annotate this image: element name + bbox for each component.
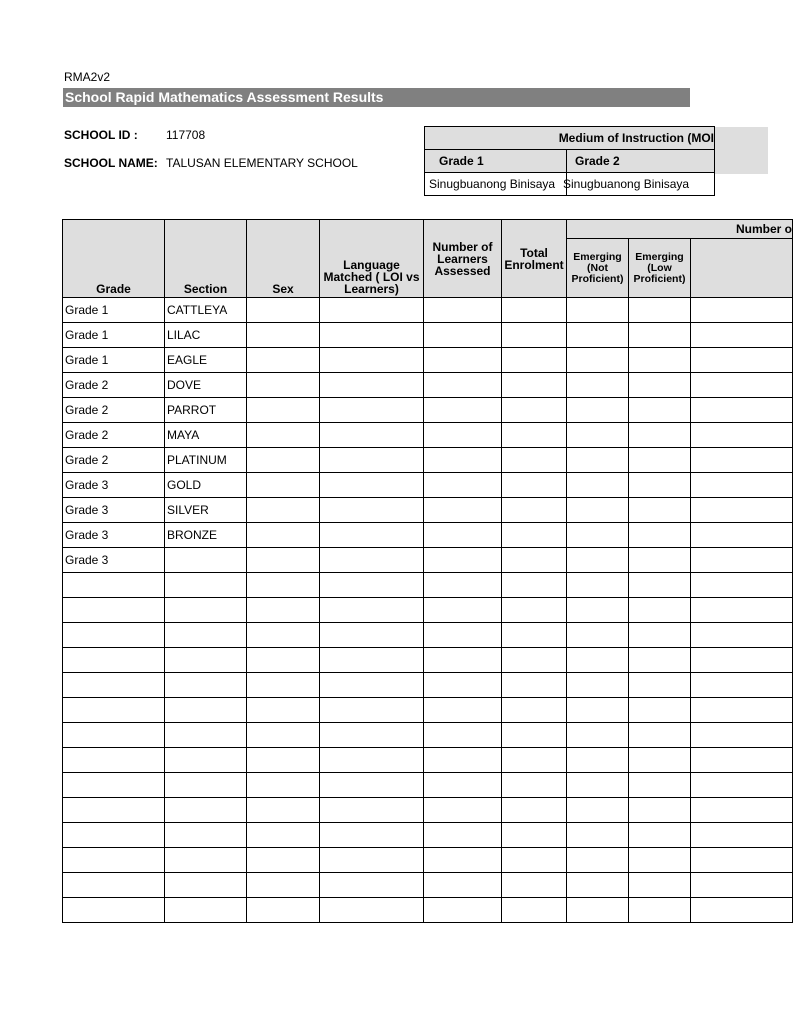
- emerging-low-proficient-cell[interactable]: [629, 598, 691, 623]
- section-cell[interactable]: EAGLE: [165, 348, 247, 373]
- language-matched-cell[interactable]: [320, 473, 424, 498]
- sex-cell[interactable]: [247, 323, 320, 348]
- overflow-cell[interactable]: [691, 798, 793, 823]
- sex-cell[interactable]: [247, 798, 320, 823]
- table-row: [63, 398, 793, 423]
- sex-cell[interactable]: [247, 548, 320, 573]
- learners-assessed-cell[interactable]: [424, 773, 502, 798]
- sex-cell[interactable]: [247, 573, 320, 598]
- total-enrolment-cell[interactable]: [502, 548, 567, 573]
- grade-cell[interactable]: Grade 3: [63, 548, 165, 573]
- overflow-cell[interactable]: [691, 573, 793, 598]
- learners-assessed-cell[interactable]: [424, 498, 502, 523]
- header-sex: Sex: [247, 220, 320, 298]
- table-row: [63, 548, 793, 573]
- table-row: [63, 573, 793, 598]
- emerging-low-proficient-cell[interactable]: [629, 698, 691, 723]
- section-cell[interactable]: [165, 773, 247, 798]
- learners-assessed-cell[interactable]: [424, 823, 502, 848]
- overflow-cell[interactable]: [691, 748, 793, 773]
- header-total-enrolment: Total Enrolment: [502, 220, 567, 298]
- emerging-not-proficient-cell[interactable]: [567, 398, 629, 423]
- total-enrolment-cell[interactable]: [502, 898, 567, 923]
- emerging-not-proficient-cell[interactable]: [567, 423, 629, 448]
- emerging-not-proficient-cell[interactable]: [567, 598, 629, 623]
- total-enrolment-cell[interactable]: [502, 398, 567, 423]
- grade-cell[interactable]: Grade 2: [63, 373, 165, 398]
- sex-cell[interactable]: [247, 473, 320, 498]
- language-matched-cell[interactable]: [320, 873, 424, 898]
- emerging-low-proficient-cell[interactable]: [629, 823, 691, 848]
- learners-assessed-cell[interactable]: [424, 348, 502, 373]
- sex-cell[interactable]: [247, 773, 320, 798]
- language-matched-cell[interactable]: [320, 323, 424, 348]
- sex-cell[interactable]: [247, 348, 320, 373]
- sex-cell[interactable]: [247, 673, 320, 698]
- total-enrolment-cell[interactable]: [502, 623, 567, 648]
- grade-cell[interactable]: Grade 3: [63, 473, 165, 498]
- moi-title: Medium of Instruction (MOI: [425, 127, 715, 150]
- sex-cell[interactable]: [247, 848, 320, 873]
- section-cell[interactable]: PLATINUM: [165, 448, 247, 473]
- language-matched-cell[interactable]: [320, 448, 424, 473]
- sex-cell[interactable]: [247, 523, 320, 548]
- emerging-low-proficient-cell[interactable]: [629, 898, 691, 923]
- learners-assessed-cell[interactable]: [424, 723, 502, 748]
- section-cell[interactable]: PARROT: [165, 398, 247, 423]
- header-number-of-group: Number o: [567, 220, 793, 239]
- school-id-value: 117708: [166, 128, 206, 142]
- table-row: [63, 648, 793, 673]
- emerging-not-proficient-cell[interactable]: [567, 498, 629, 523]
- school-name-label: SCHOOL NAME:: [64, 156, 158, 170]
- emerging-not-proficient-cell[interactable]: [567, 848, 629, 873]
- total-enrolment-cell[interactable]: [502, 648, 567, 673]
- overflow-cell[interactable]: [691, 498, 793, 523]
- grade-cell[interactable]: Grade 3: [63, 523, 165, 548]
- total-enrolment-cell[interactable]: [502, 598, 567, 623]
- table-row: [63, 323, 793, 348]
- grade-cell[interactable]: Grade 1: [63, 298, 165, 323]
- emerging-not-proficient-cell[interactable]: [567, 348, 629, 373]
- learners-assessed-cell[interactable]: [424, 848, 502, 873]
- section-cell[interactable]: [165, 723, 247, 748]
- language-matched-cell[interactable]: [320, 848, 424, 873]
- table-row: [63, 773, 793, 798]
- sex-cell[interactable]: [247, 498, 320, 523]
- emerging-not-proficient-cell[interactable]: [567, 673, 629, 698]
- grade-cell[interactable]: [63, 848, 165, 873]
- total-enrolment-cell[interactable]: [502, 523, 567, 548]
- table-row: [63, 698, 793, 723]
- header-emerging-not-proficient: Emerging (Not Proficient): [567, 239, 629, 298]
- overflow-cell[interactable]: [691, 873, 793, 898]
- learners-assessed-cell[interactable]: [424, 573, 502, 598]
- sex-cell[interactable]: [247, 298, 320, 323]
- table-row: [63, 748, 793, 773]
- language-matched-cell[interactable]: [320, 573, 424, 598]
- language-matched-cell[interactable]: [320, 798, 424, 823]
- sex-cell[interactable]: [247, 373, 320, 398]
- emerging-low-proficient-cell[interactable]: [629, 873, 691, 898]
- learners-assessed-cell[interactable]: [424, 623, 502, 648]
- total-enrolment-cell[interactable]: [502, 698, 567, 723]
- learners-assessed-cell[interactable]: [424, 898, 502, 923]
- total-enrolment-cell[interactable]: [502, 348, 567, 373]
- language-matched-cell[interactable]: [320, 748, 424, 773]
- moi-grade1-value[interactable]: Sinugbuanong Binisaya: [425, 173, 567, 196]
- language-matched-cell[interactable]: [320, 548, 424, 573]
- report-title: School Rapid Mathematics Assessment Results: [63, 88, 690, 107]
- overflow-cell[interactable]: [691, 473, 793, 498]
- grade-cell[interactable]: [63, 598, 165, 623]
- total-enrolment-cell[interactable]: [502, 723, 567, 748]
- emerging-not-proficient-cell[interactable]: [567, 548, 629, 573]
- school-id-label: SCHOOL ID :: [64, 128, 138, 142]
- table-row: [63, 373, 793, 398]
- results-rows: [63, 298, 793, 923]
- grade-cell[interactable]: [63, 623, 165, 648]
- total-enrolment-cell[interactable]: [502, 748, 567, 773]
- section-cell[interactable]: [165, 648, 247, 673]
- header-grade: Grade: [63, 220, 165, 298]
- learners-assessed-cell[interactable]: [424, 598, 502, 623]
- sex-cell[interactable]: [247, 623, 320, 648]
- grade-cell[interactable]: Grade 2: [63, 448, 165, 473]
- emerging-low-proficient-cell[interactable]: [629, 498, 691, 523]
- results-table: [62, 219, 793, 923]
- emerging-low-proficient-cell[interactable]: [629, 548, 691, 573]
- grade-cell[interactable]: [63, 898, 165, 923]
- grade-cell[interactable]: [63, 723, 165, 748]
- language-matched-cell[interactable]: [320, 423, 424, 448]
- language-matched-cell[interactable]: [320, 648, 424, 673]
- overflow-cell[interactable]: [691, 623, 793, 648]
- emerging-low-proficient-cell[interactable]: [629, 673, 691, 698]
- header-overflow-cell: [691, 239, 793, 298]
- header-learners-assessed: Number of Learners Assessed: [424, 220, 502, 298]
- emerging-low-proficient-cell[interactable]: [629, 398, 691, 423]
- emerging-not-proficient-cell[interactable]: [567, 298, 629, 323]
- language-matched-cell[interactable]: [320, 823, 424, 848]
- overflow-cell[interactable]: [691, 898, 793, 923]
- total-enrolment-cell[interactable]: [502, 823, 567, 848]
- moi-grade2-value[interactable]: Sinugbuanong Binisaya: [567, 173, 715, 196]
- learners-assessed-cell[interactable]: [424, 423, 502, 448]
- section-cell[interactable]: DOVE: [165, 373, 247, 398]
- grade-cell[interactable]: Grade 1: [63, 348, 165, 373]
- overflow-cell[interactable]: [691, 548, 793, 573]
- overflow-cell[interactable]: [691, 348, 793, 373]
- learners-assessed-cell[interactable]: [424, 873, 502, 898]
- emerging-low-proficient-cell[interactable]: [629, 773, 691, 798]
- learners-assessed-cell[interactable]: [424, 648, 502, 673]
- table-row: [63, 898, 793, 923]
- section-cell[interactable]: GOLD: [165, 473, 247, 498]
- emerging-not-proficient-cell[interactable]: [567, 898, 629, 923]
- total-enrolment-cell[interactable]: [502, 573, 567, 598]
- emerging-low-proficient-cell[interactable]: [629, 298, 691, 323]
- grade-cell[interactable]: [63, 798, 165, 823]
- header-section: Section: [165, 220, 247, 298]
- total-enrolment-cell[interactable]: [502, 323, 567, 348]
- emerging-low-proficient-cell[interactable]: [629, 723, 691, 748]
- learners-assessed-cell[interactable]: [424, 373, 502, 398]
- section-cell[interactable]: [165, 873, 247, 898]
- moi-table: [424, 126, 715, 196]
- language-matched-cell[interactable]: [320, 698, 424, 723]
- sex-cell[interactable]: [247, 723, 320, 748]
- grade-cell[interactable]: Grade 3: [63, 498, 165, 523]
- emerging-not-proficient-cell[interactable]: [567, 573, 629, 598]
- sex-cell[interactable]: [247, 448, 320, 473]
- total-enrolment-cell[interactable]: [502, 448, 567, 473]
- table-row: [63, 673, 793, 698]
- overflow-cell[interactable]: [691, 823, 793, 848]
- moi-grade2-label: Grade 2: [567, 150, 715, 173]
- moi-table-container: [424, 126, 715, 202]
- table-row: [63, 798, 793, 823]
- section-cell[interactable]: [165, 848, 247, 873]
- overflow-cell[interactable]: [691, 598, 793, 623]
- grade-cell[interactable]: [63, 673, 165, 698]
- grade-cell[interactable]: [63, 748, 165, 773]
- section-cell[interactable]: BRONZE: [165, 523, 247, 548]
- emerging-low-proficient-cell[interactable]: [629, 623, 691, 648]
- learners-assessed-cell[interactable]: [424, 323, 502, 348]
- total-enrolment-cell[interactable]: [502, 798, 567, 823]
- sex-cell[interactable]: [247, 748, 320, 773]
- table-row: [63, 523, 793, 548]
- learners-assessed-cell[interactable]: [424, 698, 502, 723]
- emerging-low-proficient-cell[interactable]: [629, 473, 691, 498]
- section-cell[interactable]: [165, 598, 247, 623]
- total-enrolment-cell[interactable]: [502, 473, 567, 498]
- section-cell[interactable]: CATTLEYA: [165, 298, 247, 323]
- overflow-cell[interactable]: [691, 448, 793, 473]
- emerging-low-proficient-cell[interactable]: [629, 748, 691, 773]
- results-table-container: [62, 219, 792, 934]
- total-enrolment-cell[interactable]: [502, 673, 567, 698]
- overflow-cell[interactable]: [691, 323, 793, 348]
- section-cell[interactable]: [165, 748, 247, 773]
- language-matched-cell[interactable]: [320, 298, 424, 323]
- sex-cell[interactable]: [247, 648, 320, 673]
- total-enrolment-cell[interactable]: [502, 498, 567, 523]
- emerging-not-proficient-cell[interactable]: [567, 473, 629, 498]
- emerging-low-proficient-cell[interactable]: [629, 323, 691, 348]
- emerging-low-proficient-cell[interactable]: [629, 423, 691, 448]
- learners-assessed-cell[interactable]: [424, 473, 502, 498]
- section-cell[interactable]: [165, 898, 247, 923]
- emerging-not-proficient-cell[interactable]: [567, 773, 629, 798]
- grade-cell[interactable]: [63, 573, 165, 598]
- table-row: [63, 448, 793, 473]
- grade-cell[interactable]: [63, 773, 165, 798]
- emerging-not-proficient-cell[interactable]: [567, 798, 629, 823]
- emerging-not-proficient-cell[interactable]: [567, 723, 629, 748]
- language-matched-cell[interactable]: [320, 898, 424, 923]
- table-row: [63, 473, 793, 498]
- learners-assessed-cell[interactable]: [424, 523, 502, 548]
- table-row: [63, 498, 793, 523]
- emerging-not-proficient-cell[interactable]: [567, 823, 629, 848]
- emerging-low-proficient-cell[interactable]: [629, 848, 691, 873]
- sex-cell[interactable]: [247, 873, 320, 898]
- form-code: RMA2v2: [64, 70, 111, 84]
- section-cell[interactable]: [165, 623, 247, 648]
- sex-cell[interactable]: [247, 823, 320, 848]
- language-matched-cell[interactable]: [320, 623, 424, 648]
- learners-assessed-cell[interactable]: [424, 398, 502, 423]
- emerging-not-proficient-cell[interactable]: [567, 448, 629, 473]
- section-cell[interactable]: [165, 823, 247, 848]
- learners-assessed-cell[interactable]: [424, 298, 502, 323]
- table-row: [63, 348, 793, 373]
- learners-assessed-cell[interactable]: [424, 798, 502, 823]
- overflow-cell[interactable]: [691, 373, 793, 398]
- table-row: [63, 848, 793, 873]
- language-matched-cell[interactable]: [320, 598, 424, 623]
- total-enrolment-cell[interactable]: [502, 873, 567, 898]
- total-enrolment-cell[interactable]: [502, 373, 567, 398]
- language-matched-cell[interactable]: [320, 398, 424, 423]
- grade-cell[interactable]: [63, 873, 165, 898]
- section-cell[interactable]: SILVER: [165, 498, 247, 523]
- emerging-not-proficient-cell[interactable]: [567, 698, 629, 723]
- table-row: [63, 598, 793, 623]
- overflow-cell[interactable]: [691, 673, 793, 698]
- overflow-cell[interactable]: [691, 298, 793, 323]
- total-enrolment-cell[interactable]: [502, 773, 567, 798]
- table-row: [63, 623, 793, 648]
- overflow-cell[interactable]: [691, 523, 793, 548]
- total-enrolment-cell[interactable]: [502, 848, 567, 873]
- emerging-not-proficient-cell[interactable]: [567, 648, 629, 673]
- language-matched-cell[interactable]: [320, 673, 424, 698]
- sex-cell[interactable]: [247, 398, 320, 423]
- language-matched-cell[interactable]: [320, 773, 424, 798]
- section-cell[interactable]: MAYA: [165, 423, 247, 448]
- school-name-value: TALUSAN ELEMENTARY SCHOOL: [166, 156, 358, 170]
- overflow-cell[interactable]: [691, 773, 793, 798]
- overflow-cell[interactable]: [691, 423, 793, 448]
- section-cell[interactable]: [165, 673, 247, 698]
- emerging-not-proficient-cell[interactable]: [567, 523, 629, 548]
- emerging-not-proficient-cell[interactable]: [567, 748, 629, 773]
- grade-cell[interactable]: [63, 823, 165, 848]
- emerging-low-proficient-cell[interactable]: [629, 648, 691, 673]
- learners-assessed-cell[interactable]: [424, 748, 502, 773]
- total-enrolment-cell[interactable]: [502, 423, 567, 448]
- emerging-low-proficient-cell[interactable]: [629, 798, 691, 823]
- emerging-low-proficient-cell[interactable]: [629, 523, 691, 548]
- emerging-low-proficient-cell[interactable]: [629, 348, 691, 373]
- moi-grade1-label: Grade 1: [425, 150, 567, 173]
- learners-assessed-cell[interactable]: [424, 673, 502, 698]
- grade-cell[interactable]: [63, 648, 165, 673]
- grade-cell[interactable]: Grade 2: [63, 423, 165, 448]
- emerging-low-proficient-cell[interactable]: [629, 448, 691, 473]
- table-row: [63, 423, 793, 448]
- section-cell[interactable]: [165, 698, 247, 723]
- emerging-not-proficient-cell[interactable]: [567, 623, 629, 648]
- table-row: [63, 823, 793, 848]
- table-row: [63, 723, 793, 748]
- language-matched-cell[interactable]: [320, 373, 424, 398]
- learners-assessed-cell[interactable]: [424, 448, 502, 473]
- header-language-matched: Language Matched ( LOI vs Learners): [320, 220, 424, 298]
- emerging-low-proficient-cell[interactable]: [629, 373, 691, 398]
- grade-cell[interactable]: Grade 2: [63, 398, 165, 423]
- section-cell[interactable]: [165, 548, 247, 573]
- section-cell[interactable]: [165, 798, 247, 823]
- emerging-not-proficient-cell[interactable]: [567, 323, 629, 348]
- grade-cell[interactable]: [63, 698, 165, 723]
- language-matched-cell[interactable]: [320, 498, 424, 523]
- language-matched-cell[interactable]: [320, 723, 424, 748]
- header-emerging-low-proficient: Emerging (Low Proficient): [629, 239, 691, 298]
- total-enrolment-cell[interactable]: [502, 298, 567, 323]
- table-row: [63, 298, 793, 323]
- learners-assessed-cell[interactable]: [424, 548, 502, 573]
- overflow-cell[interactable]: [691, 848, 793, 873]
- grade-cell[interactable]: Grade 1: [63, 323, 165, 348]
- language-matched-cell[interactable]: [320, 348, 424, 373]
- overflow-cell[interactable]: [691, 698, 793, 723]
- sex-cell[interactable]: [247, 598, 320, 623]
- overflow-cell[interactable]: [691, 723, 793, 748]
- overflow-cell[interactable]: [691, 648, 793, 673]
- language-matched-cell[interactable]: [320, 523, 424, 548]
- sex-cell[interactable]: [247, 698, 320, 723]
- emerging-not-proficient-cell[interactable]: [567, 873, 629, 898]
- emerging-low-proficient-cell[interactable]: [629, 573, 691, 598]
- table-row: [63, 873, 793, 898]
- section-cell[interactable]: [165, 573, 247, 598]
- sex-cell[interactable]: [247, 423, 320, 448]
- emerging-not-proficient-cell[interactable]: [567, 373, 629, 398]
- section-cell[interactable]: LILAC: [165, 323, 247, 348]
- sex-cell[interactable]: [247, 898, 320, 923]
- overflow-cell[interactable]: [691, 398, 793, 423]
